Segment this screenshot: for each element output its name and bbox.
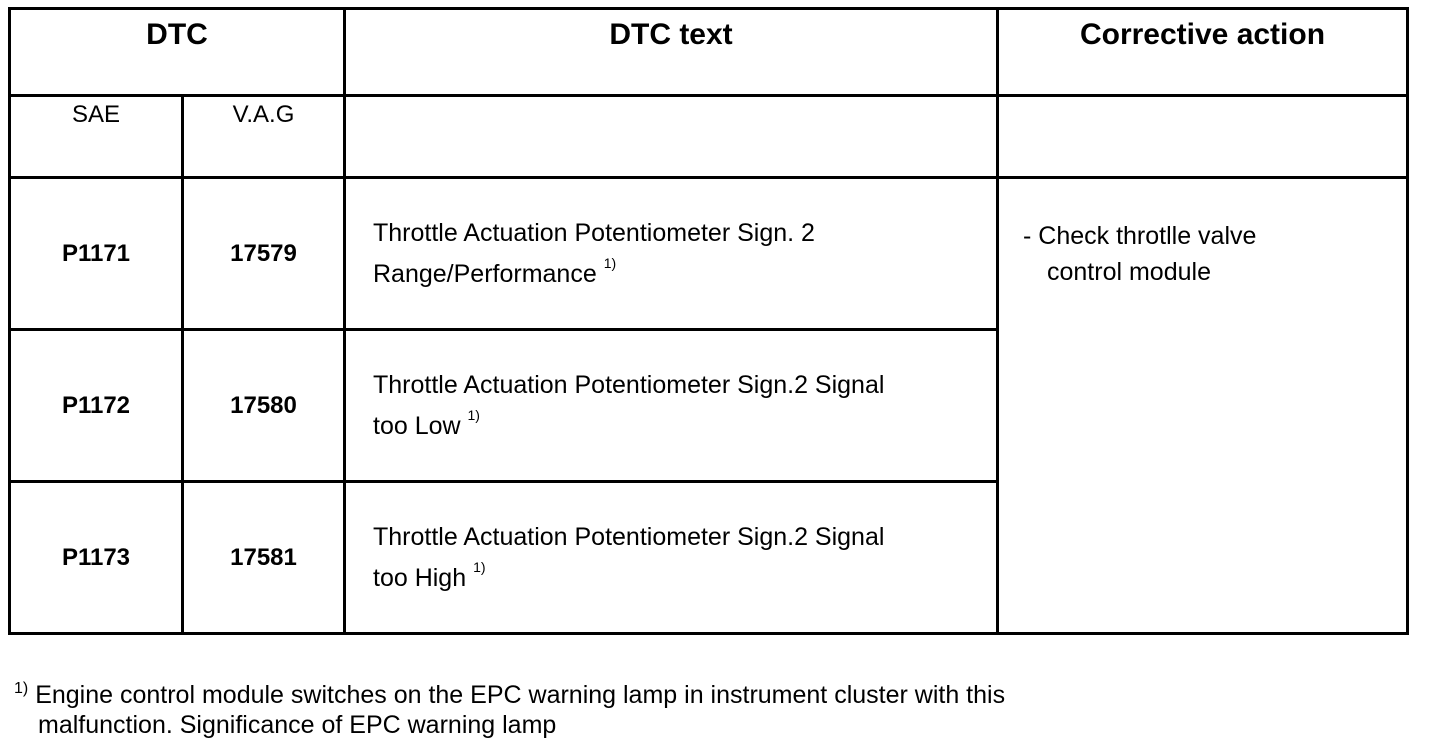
footnote [14,680,1214,740]
sae-code: P1173 [10,482,183,634]
header-row [10,9,1408,96]
footnote-marker: 1) [14,680,29,697]
sae-code: P1171 [10,178,183,330]
dtc-description-line1: Throttle Actuation Potentiometer Sign.2 Signal [373,370,885,399]
subheader-empty-text [345,96,998,178]
corrective-action-line1: - Check throtlle valve [1023,222,1257,250]
subheader-sae: SAE [10,96,183,178]
vag-code: 17581 [183,482,345,634]
subheader-row [10,96,1408,178]
dtc-description-line2: too High [373,563,467,592]
dtc-description [345,330,998,482]
subheader-empty-action [998,96,1408,178]
header-corrective-action: Corrective action [998,9,1408,96]
footnote-text-line2: malfunction. Significance of EPC warning lamp [38,711,557,739]
table-row [10,178,1408,330]
vag-code: 17580 [183,330,345,482]
header-dtc: DTC [10,9,345,96]
corrective-action-cell [998,178,1408,634]
subheader-vag: V.A.G [183,96,345,178]
dtc-description-line2: Range/Performance [373,259,597,288]
dtc-description-line1: Throttle Actuation Potentiometer Sign.2 Signal [373,522,885,551]
footnote-line1 [14,680,1214,710]
dtc-table [8,7,1409,635]
dtc-description [345,178,998,330]
dtc-description-line1: Throttle Actuation Potentiometer Sign. 2 [373,218,815,247]
sae-code: P1172 [10,330,183,482]
dtc-description [345,482,998,634]
dtc-description-line2: too Low [373,411,461,440]
header-dtc-text: DTC text [345,9,998,96]
footnote-ref: 1) [473,558,486,575]
footnote-text-line1: Engine control module switches on the EPC warning lamp in instrument cluster with this [35,681,1006,709]
corrective-action-line2: control module [1047,258,1211,286]
vag-code: 17579 [183,178,345,330]
footnote-ref: 1) [467,406,480,423]
footnote-ref: 1) [603,254,617,271]
